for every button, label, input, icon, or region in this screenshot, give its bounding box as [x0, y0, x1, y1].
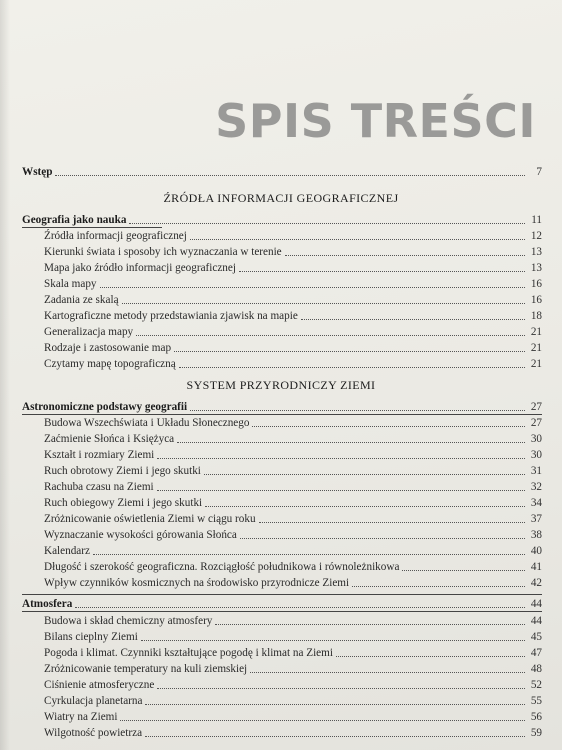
toc-entry-page: 44 — [530, 598, 542, 610]
toc-entry-page: 44 — [530, 615, 542, 627]
toc-entry-label: Skala mapy — [44, 278, 97, 290]
toc-entry-label: Ruch obiegowy Ziemi i jego skutki — [44, 497, 203, 509]
toc-entry-page: 47 — [530, 647, 542, 659]
toc-item[interactable] — [44, 293, 542, 307]
toc-item[interactable] — [44, 560, 542, 574]
toc-item[interactable] — [44, 694, 542, 708]
leader-dots — [141, 640, 525, 641]
toc-entry-label: Generalizacja mapy — [44, 326, 134, 338]
section-heading: SYSTEM PRZYRODNICZY ZIEMI — [186, 378, 376, 392]
toc-item[interactable] — [44, 245, 542, 259]
toc-entry-page: 31 — [530, 465, 542, 477]
toc-item[interactable] — [44, 662, 542, 676]
leader-dots — [252, 426, 525, 427]
leader-dots — [120, 720, 525, 721]
toc-entry-label: Ciśnienie atmosferyczne — [44, 679, 155, 691]
toc-entry-page: 34 — [530, 497, 542, 509]
toc-entry-label: Wilgotność powietrza — [44, 727, 143, 739]
leader-dots — [129, 223, 525, 224]
toc-entry-label: Kształt i rozmiary Ziemi — [44, 449, 155, 461]
toc-entry-page: 52 — [530, 679, 542, 691]
toc-entry-label: Rodzaje i zastosowanie map — [44, 342, 172, 354]
toc-entry-page: 59 — [530, 727, 542, 739]
toc-entry-page: 16 — [530, 294, 542, 306]
toc-entry-page: 12 — [530, 230, 542, 242]
toc-entry-label: Pogoda i klimat. Czynniki kształtujące pogodę i klimat na Ziemi — [44, 647, 333, 659]
toc-entry-page: 37 — [530, 513, 542, 525]
leader-dots — [157, 458, 525, 459]
toc-entry-intro[interactable] — [22, 165, 542, 179]
leader-dots — [190, 239, 525, 240]
toc-entry-label: Cyrkulacja planetarna — [44, 695, 143, 707]
page-title: SPIS TREŚCI — [215, 94, 536, 148]
toc-entry-label: Geografia jako nauka — [22, 214, 127, 226]
leader-dots — [285, 255, 525, 256]
toc-entry-page: 42 — [530, 577, 542, 589]
toc-chapter[interactable] — [22, 213, 542, 227]
toc-entry-label: Wyznaczanie wysokości górowania Słońca — [44, 529, 237, 541]
chapter-rule — [22, 227, 162, 228]
toc-entry-label: Ruch obrotowy Ziemi i jego skutki — [44, 465, 201, 477]
toc-item[interactable] — [44, 512, 542, 526]
toc-entry-page: 21 — [530, 358, 542, 370]
leader-dots — [204, 474, 525, 475]
leader-dots — [205, 506, 525, 507]
toc-entry-page: 21 — [530, 326, 542, 338]
leader-dots — [215, 624, 525, 625]
leader-dots — [157, 688, 525, 689]
leader-dots — [352, 586, 525, 587]
leader-dots — [177, 442, 525, 443]
toc-entry-page: 13 — [530, 246, 542, 258]
leader-dots — [55, 175, 525, 176]
toc-entry-label: Wpływ czynników kosmicznych na środowisko przyrodnicze Ziemi — [44, 577, 350, 589]
toc-chapter[interactable] — [22, 597, 542, 611]
toc-item[interactable] — [44, 309, 542, 323]
toc-entry-page: 27 — [530, 417, 542, 429]
toc-entry-page: 11 — [531, 214, 542, 226]
section-heading: ŹRÓDŁA INFORMACJI GEOGRAFICZNEJ — [163, 191, 399, 205]
toc-entry-page: 40 — [530, 545, 542, 557]
toc-item[interactable] — [44, 710, 542, 724]
toc-item[interactable] — [44, 496, 542, 510]
toc-entry-label: Zadania ze skalą — [44, 294, 119, 306]
toc-entry-label: Rachuba czasu na Ziemi — [44, 481, 154, 493]
toc-entry-label: Atmosfera — [22, 598, 73, 610]
toc-item[interactable] — [44, 544, 542, 558]
toc-entry-page: 56 — [530, 711, 542, 723]
toc-item[interactable] — [44, 277, 542, 291]
toc-entry-page: 38 — [530, 529, 542, 541]
toc-item[interactable] — [44, 678, 542, 692]
leader-dots — [93, 554, 525, 555]
leader-dots — [402, 570, 525, 571]
toc-item[interactable] — [44, 630, 542, 644]
toc-entry-page: 16 — [530, 278, 542, 290]
toc-item[interactable] — [44, 229, 542, 243]
chapter-rule — [22, 414, 542, 415]
toc-entry-label: Mapa jako źródło informacji geograficznej — [44, 262, 236, 274]
toc-entry-label: Kalendarz — [44, 545, 90, 557]
toc-entry-label: Budowa i skład chemiczny atmosfery — [44, 615, 213, 627]
toc-entry-label: Wiatry na Ziemi — [44, 711, 118, 723]
leader-dots — [157, 490, 525, 491]
toc-entry-label: Źródła informacji geograficznej — [44, 230, 187, 242]
toc-entry-page: 41 — [530, 561, 542, 573]
toc-entry-page: 32 — [530, 481, 542, 493]
toc-entry-label: Zaćmienie Słońca i Księżyca — [44, 433, 175, 445]
toc-item[interactable] — [44, 325, 542, 339]
toc-item[interactable] — [44, 726, 542, 740]
toc-item[interactable] — [44, 341, 542, 355]
toc-item[interactable] — [44, 448, 542, 462]
toc-item[interactable] — [44, 614, 542, 628]
leader-dots — [145, 736, 525, 737]
toc-item[interactable] — [44, 464, 542, 478]
toc-entry-label: Długość i szerokość geograficzna. Rozciągłość południkowa i równoleżnikowa — [44, 561, 400, 573]
toc-item[interactable] — [44, 576, 542, 590]
leader-dots — [301, 319, 525, 320]
toc-entry-page: 18 — [530, 310, 542, 322]
leader-dots — [145, 704, 525, 705]
leader-dots — [240, 538, 525, 539]
toc-item[interactable] — [44, 480, 542, 494]
toc-entry-page: 45 — [530, 631, 542, 643]
toc-entry-label: Zróżnicowanie oświetlenia Ziemi w ciągu roku — [44, 513, 256, 525]
leader-dots — [239, 271, 525, 272]
leader-dots — [136, 335, 525, 336]
leader-dots — [100, 287, 525, 288]
toc-entry-page: 21 — [530, 342, 542, 354]
chapter-rule — [22, 611, 542, 612]
toc-entry-page: 7 — [536, 166, 542, 178]
leader-dots — [336, 656, 525, 657]
toc-entry-page: 48 — [530, 663, 542, 675]
leader-dots — [190, 410, 525, 411]
toc-item[interactable] — [44, 261, 542, 275]
toc-item[interactable] — [44, 357, 542, 371]
toc-entry-page: 13 — [530, 262, 542, 274]
toc-entry-page: 55 — [530, 695, 542, 707]
leader-dots — [174, 351, 525, 352]
leader-dots — [75, 607, 525, 608]
toc-entry-label: Astronomiczne podstawy geografii — [22, 401, 188, 413]
toc-entry-label: Budowa Wszechświata i Układu Słonecznego — [44, 417, 250, 429]
leader-dots — [122, 303, 525, 304]
toc-entry-label: Zróżnicowanie temperatury na kuli ziemskiej — [44, 663, 248, 675]
toc-item[interactable] — [44, 416, 542, 430]
toc-entry-label: Bilans cieplny Ziemi — [44, 631, 138, 643]
toc-chapter[interactable] — [22, 400, 542, 414]
leader-dots — [259, 522, 525, 523]
toc-entry-page: 27 — [530, 401, 542, 413]
leader-dots — [179, 367, 525, 368]
toc-entry-label: Czytamy mapę topograficzną — [44, 358, 176, 370]
toc-entry-label: Wstęp — [22, 166, 53, 178]
toc-entry-page: 30 — [530, 433, 542, 445]
toc-entry-page: 30 — [530, 449, 542, 461]
toc-entry-label: Kartograficzne metody przedstawiania zjawisk na mapie — [44, 310, 298, 322]
toc-item[interactable] — [44, 528, 542, 542]
toc-item[interactable] — [44, 646, 542, 660]
toc-entry-label: Kierunki świata i sposoby ich wyznaczania w terenie — [44, 246, 282, 258]
toc-item[interactable] — [44, 432, 542, 446]
chapter-rule — [22, 594, 542, 595]
leader-dots — [250, 672, 525, 673]
